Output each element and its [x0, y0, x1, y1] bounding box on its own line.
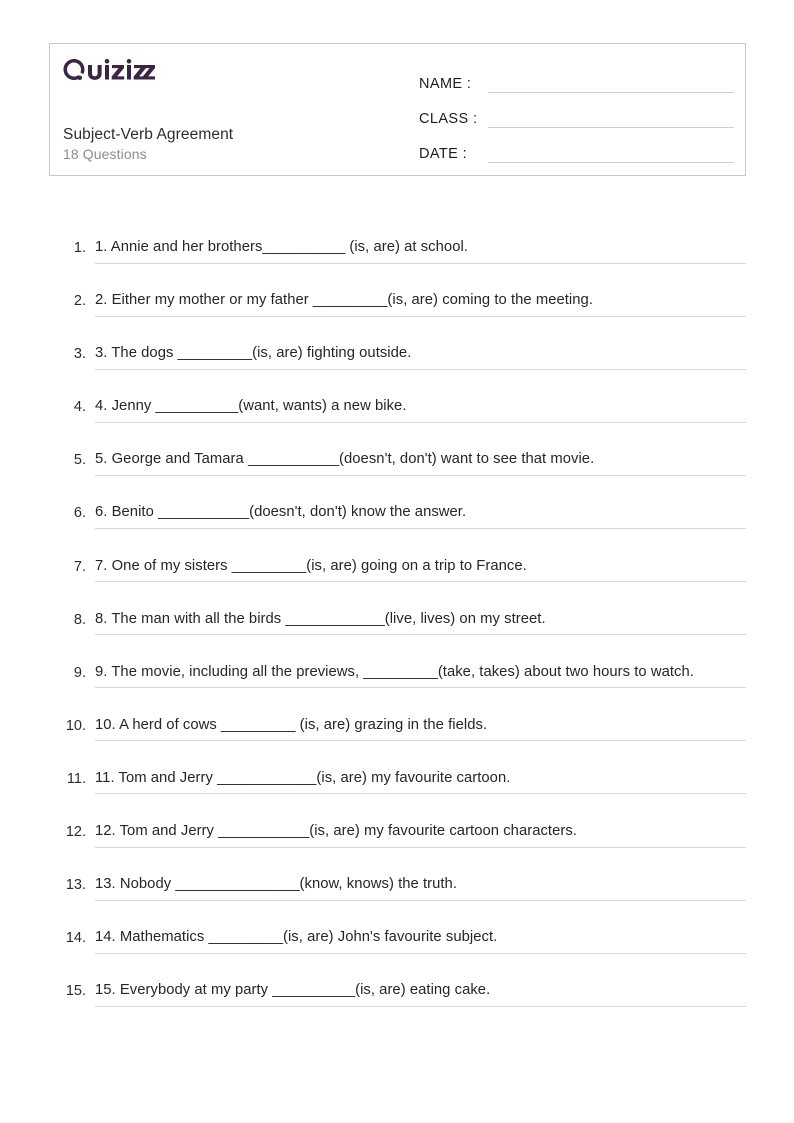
answer-line[interactable] — [95, 289, 746, 317]
question-count: 18 Questions — [63, 146, 147, 162]
answer-line[interactable] — [95, 767, 746, 795]
question-row — [49, 714, 746, 742]
question-number: 13. — [65, 877, 86, 894]
answer-line[interactable] — [95, 979, 746, 1007]
quizizz-logo-icon — [63, 58, 155, 82]
question-row — [49, 767, 746, 795]
question-list — [49, 236, 746, 1032]
answer-line[interactable] — [95, 555, 746, 583]
question-number: 6. — [73, 505, 86, 522]
question-text: 15. Everybody at my party __________(is, are) eating cake. — [95, 982, 491, 999]
question-number: 7. — [73, 558, 86, 575]
answer-line[interactable] — [95, 926, 746, 954]
question-row — [49, 608, 746, 636]
question-text: 10. A herd of cows _________ (is, are) grazing in the fields. — [95, 716, 488, 733]
question-text: 1. Annie and her brothers__________ (is, are) at school. — [95, 239, 468, 255]
question-row — [49, 661, 746, 689]
class-label: CLASS : — [419, 111, 478, 127]
answer-line[interactable] — [95, 501, 746, 529]
question-text: 11. Tom and Jerry ____________(is, are) my favourite cartoon. — [95, 769, 511, 786]
answer-line[interactable] — [95, 714, 746, 742]
question-number: 4. — [73, 399, 86, 416]
question-row — [49, 501, 746, 529]
question-number: 2. — [73, 293, 86, 310]
question-row — [49, 395, 746, 423]
question-row — [49, 236, 746, 264]
question-text: 8. The man with all the birds ____________(live, lives) on my street. — [95, 610, 546, 627]
question-text: 9. The movie, including all the previews, _________(take, takes) about two hours to watch. — [95, 663, 694, 680]
question-number: 12. — [65, 824, 86, 841]
name-label: NAME : — [419, 76, 472, 92]
question-row — [49, 979, 746, 1007]
date-label: DATE : — [419, 146, 468, 162]
question-number: 10. — [65, 717, 86, 734]
question-number: 15. — [65, 983, 86, 1000]
date-field-row — [419, 132, 734, 167]
class-input[interactable] — [488, 127, 734, 128]
answer-line[interactable] — [95, 820, 746, 848]
question-row — [49, 448, 746, 476]
question-text: 12. Tom and Jerry ___________(is, are) my favourite cartoon characters. — [95, 823, 577, 840]
question-row — [49, 873, 746, 901]
answer-line[interactable] — [95, 873, 746, 901]
question-number: 9. — [73, 664, 86, 681]
name-field-row — [419, 62, 734, 97]
answer-line[interactable] — [95, 448, 746, 476]
question-text: 7. One of my sisters _________(is, are) going on a trip to France. — [95, 557, 527, 574]
answer-line[interactable] — [95, 395, 746, 423]
question-text: 4. Jenny __________(want, wants) a new bike. — [95, 398, 407, 415]
student-info-fields — [419, 62, 734, 167]
page-title: Subject-Verb Agreement — [63, 126, 234, 143]
name-input[interactable] — [488, 92, 734, 93]
answer-line[interactable] — [95, 661, 746, 689]
question-row — [49, 926, 746, 954]
question-number: 1. — [73, 240, 86, 256]
question-number: 8. — [73, 611, 86, 628]
question-text: 6. Benito ___________(doesn't, don't) know the answer. — [95, 504, 467, 521]
question-number: 11. — [66, 770, 86, 787]
question-number: 5. — [73, 452, 86, 469]
worksheet-header-card — [49, 43, 746, 176]
question-number: 14. — [65, 930, 86, 947]
question-text: 14. Mathematics _________(is, are) John's favourite subject. — [95, 929, 498, 946]
question-text: 2. Either my mother or my father _________(is, are) coming to the meeting. — [95, 292, 593, 309]
answer-line[interactable] — [95, 236, 746, 264]
worksheet-title-block — [63, 125, 233, 164]
question-row — [49, 342, 746, 370]
question-text: 13. Nobody _______________(know, knows) the truth. — [95, 876, 457, 893]
question-text: 3. The dogs _________(is, are) fighting outside. — [95, 345, 412, 362]
class-field-row — [419, 97, 734, 132]
question-row — [49, 820, 746, 848]
question-row — [49, 289, 746, 317]
quizizz-brand — [63, 57, 155, 83]
question-row — [49, 555, 746, 583]
answer-line[interactable] — [95, 608, 746, 636]
question-number: 3. — [73, 346, 86, 363]
answer-line[interactable] — [95, 342, 746, 370]
date-input[interactable] — [488, 162, 734, 163]
question-text: 5. George and Tamara ___________(doesn't, don't) want to see that movie. — [95, 451, 595, 468]
